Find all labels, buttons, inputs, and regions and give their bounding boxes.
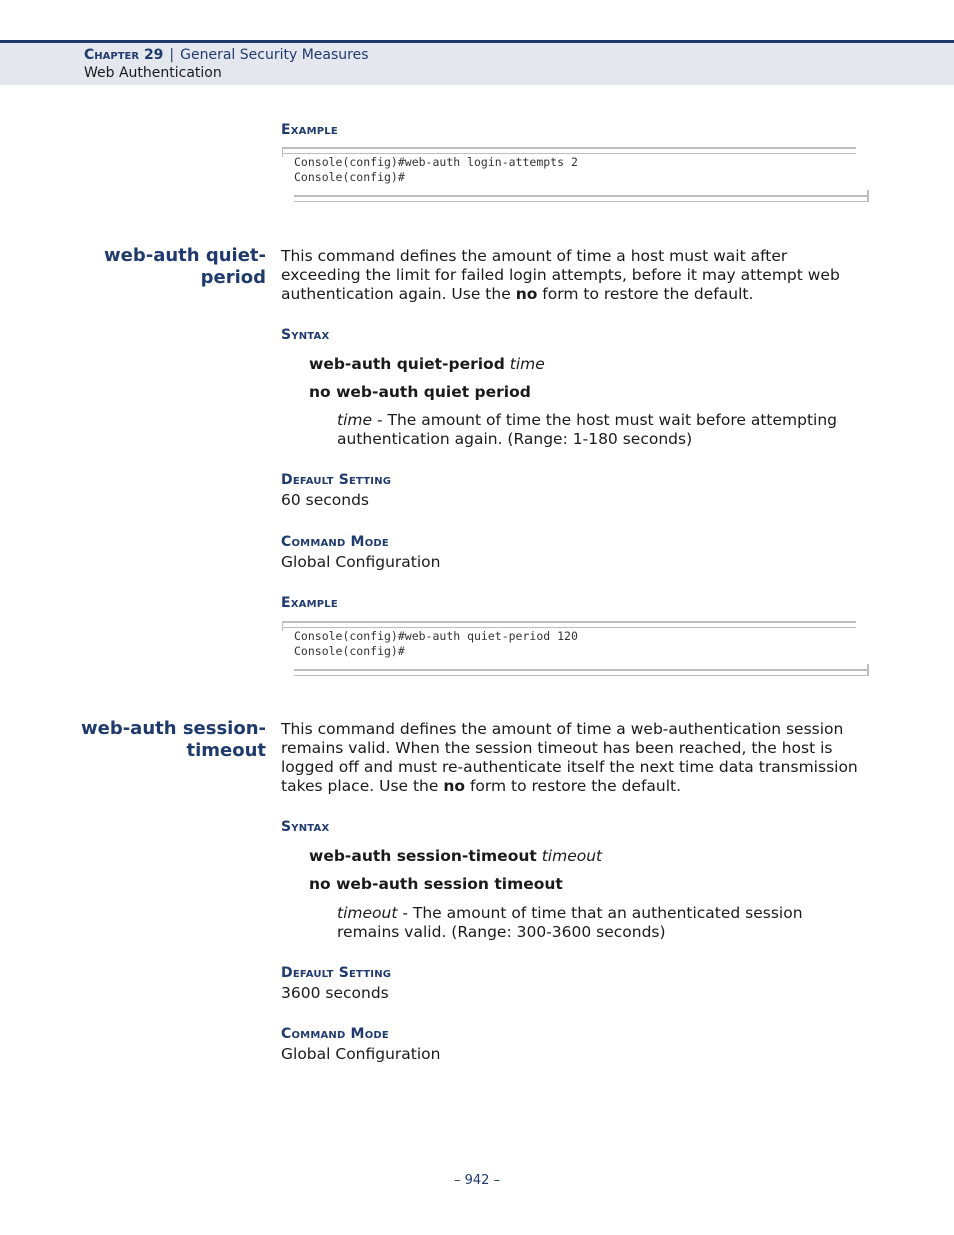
- parameter-text: - The amount of time the host must wait before attempting authentication again. (Range: 1-180 seconds): [337, 411, 838, 448]
- command-title-session-timeout: [81, 718, 266, 762]
- header-chapter-line: [84, 47, 369, 63]
- quiet-period-description: [281, 247, 871, 304]
- code-border-right: [863, 664, 869, 676]
- description-bold: no: [515, 285, 538, 303]
- syntax-command: web-auth session-timeout: [309, 847, 537, 865]
- syntax-line-no: [309, 875, 563, 893]
- default-setting-heading: Default Setting: [281, 965, 392, 981]
- description-text: This command defines the amount of time a web-authentication session remains valid. When the session timeout has been reached, the host is logged off and must re-authenticate itself the next time data transmission takes place. Use the: [281, 720, 858, 795]
- code-block-1: [282, 147, 869, 202]
- chapter-label: Chapter 29: [84, 47, 164, 63]
- header-separator: |: [169, 47, 175, 63]
- description-text: form to restore the default.: [465, 777, 682, 795]
- code-border-bottom: [294, 669, 869, 676]
- command-title-line: timeout: [186, 740, 266, 761]
- page-header: [0, 40, 954, 85]
- code-border-left: [282, 147, 287, 157]
- default-setting-value: 3600 seconds: [281, 984, 389, 1002]
- syntax-heading: Syntax: [281, 327, 330, 343]
- code-line: Console(config)#: [294, 644, 405, 658]
- code-line: Console(config)#web-auth quiet-period 120: [294, 629, 578, 643]
- code-border-left: [282, 621, 287, 631]
- code-line: Console(config)#web-auth login-attempts 2: [294, 155, 578, 169]
- parameter-name: time: [337, 411, 373, 429]
- command-mode-heading: Command Mode: [281, 534, 389, 550]
- code-border-right: [863, 190, 869, 202]
- syntax-heading: Syntax: [281, 819, 330, 835]
- code-text-2: [294, 629, 578, 659]
- command-title-line: period: [200, 267, 266, 288]
- parameter-text: - The amount of time that an authenticated session remains valid. (Range: 300-3600 seconds): [337, 904, 803, 941]
- syntax-line: [309, 847, 602, 865]
- default-setting-value: 60 seconds: [281, 491, 370, 509]
- description-text: This command defines the amount of time a host must wait after exceeding the limit for failed login attempts, before it may attempt web authentication again. Use the: [281, 247, 840, 303]
- syntax-command: no web-auth quiet period: [309, 383, 531, 401]
- example-heading-2: Example: [281, 595, 338, 611]
- code-line: Console(config)#: [294, 170, 405, 184]
- description-text: form to restore the default.: [537, 285, 754, 303]
- header-section: Web Authentication: [84, 65, 222, 81]
- command-title-line: web-auth session-: [80, 718, 266, 739]
- syntax-line-no: [309, 383, 531, 401]
- parameter-description: [337, 411, 867, 449]
- chapter-title: General Security Measures: [180, 47, 369, 63]
- syntax-param: time: [509, 355, 545, 373]
- syntax-command: web-auth quiet-period: [309, 355, 505, 373]
- syntax-line: [309, 355, 545, 373]
- code-block-2: [282, 621, 869, 676]
- page-number: – 942 –: [453, 1173, 501, 1188]
- session-timeout-description: [281, 720, 871, 796]
- command-title-quiet-period: [104, 245, 266, 289]
- code-text-1: [294, 155, 578, 185]
- command-mode-value: Global Configuration: [281, 1045, 441, 1063]
- parameter-name: timeout: [337, 904, 398, 922]
- description-bold: no: [443, 777, 466, 795]
- command-mode-heading: Command Mode: [281, 1026, 389, 1042]
- parameter-description: [337, 904, 867, 942]
- command-mode-value: Global Configuration: [281, 553, 441, 571]
- code-border-top: [282, 147, 856, 154]
- syntax-command: no web-auth session timeout: [309, 875, 563, 893]
- code-border-bottom: [294, 195, 869, 202]
- syntax-param: timeout: [541, 847, 603, 865]
- command-title-line: web-auth quiet-: [104, 245, 266, 266]
- code-border-top: [282, 621, 856, 628]
- default-setting-heading: Default Setting: [281, 472, 392, 488]
- example-heading-1: Example: [281, 122, 338, 138]
